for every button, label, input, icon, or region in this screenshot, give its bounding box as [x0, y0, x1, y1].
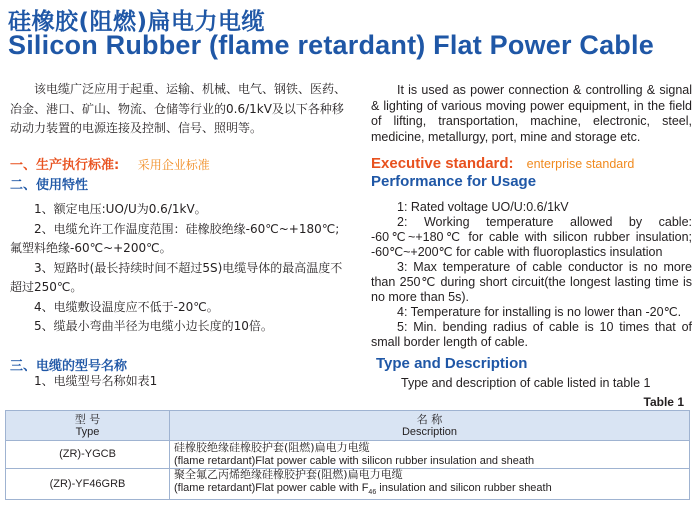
- table-cell-description: [170, 441, 690, 469]
- type-heading-cn: 三、电缆的型号名称: [10, 359, 128, 374]
- table-label: Table 1: [643, 395, 684, 409]
- table-header-description: [170, 411, 690, 441]
- performance-item-en: 5: Min. bending radius of cable is 10 times that of small border length of cable.: [371, 320, 692, 349]
- table-header-row: [6, 411, 690, 441]
- executive-heading-cn: [10, 154, 210, 173]
- performance-item-en: 1: Rated voltage UO/U:0.6/1kV: [397, 200, 569, 214]
- performance-item-cn: 3、短路时(最长持续时间不超过5S)电缆导体的最高温度不: [34, 260, 343, 275]
- table-row: [6, 441, 690, 469]
- performance-item-cn: 1、额定电压:UO/U为0.6/1kV。: [34, 202, 207, 216]
- table-cell-desc-cn: 聚全氟乙丙烯绝缘硅橡胶护套(阻燃)扁电力电缆: [174, 468, 403, 481]
- performance-item-en: 4: Temperature for installing is no lower than -20℃.: [397, 305, 682, 319]
- executive-heading-en: Executive standard:: [371, 155, 514, 172]
- table-cell-desc-en: [174, 482, 685, 500]
- executive-value-en: enterprise standard: [526, 157, 635, 171]
- type-sub-en: Type and description of cable listed in table 1: [401, 376, 651, 390]
- desc-en-pre: (flame retardant)Flat power cable with F: [174, 481, 369, 494]
- intro-cn-line: 动动力装置的电源连接及控制、信号、照明等。: [10, 121, 263, 135]
- performance-list-en: [371, 200, 692, 350]
- executive-heading-cn-text: 一、生产执行标准:: [10, 158, 120, 173]
- intro-cn-line: 该电缆广泛应用于起重、运输、机械、电气、钢铁、医药、: [34, 82, 347, 96]
- table-row: [6, 469, 690, 500]
- table-cell-desc-en: (flame retardant)Flat power cable with silicon rubber insulation and sheath: [174, 454, 535, 467]
- type-sub-cn: 1、电缆型号名称如表1: [34, 374, 158, 388]
- table-cell-type: (ZR)-YGCB: [6, 441, 170, 469]
- table-cell-desc-cn: 硅橡胶绝缘硅橡胶护套(阻燃)扁电力电缆: [174, 441, 370, 454]
- performance-item-en: 2: Working temperature allowed by cable: -60℃~+180℃ for cable with silicon rubber insulation; -60℃~+200℃ for cable with fluoroplastics insulation: [371, 215, 692, 259]
- desc-en-subscript: 46: [368, 488, 377, 496]
- table-header-type-en: Type: [75, 425, 100, 438]
- intro-cn-line: 冶金、港口、矿山、物流、仓储等行业的0.6/1kV及以下各种移: [10, 101, 344, 116]
- performance-heading-cn: 二、使用特性: [10, 178, 89, 193]
- table-header-type-cn: 型 号: [74, 412, 101, 426]
- table-cell-description: [170, 469, 690, 500]
- page-title-cn: 硅橡胶(阻燃)扁电力电缆: [8, 9, 266, 35]
- executive-value-cn: 采用企业标准: [137, 158, 210, 172]
- table-header-desc-en: Description: [401, 425, 458, 438]
- table-cell-type: (ZR)-YF46GRB: [6, 469, 170, 500]
- table-header-type: [6, 411, 170, 441]
- page-title-en: Silicon Rubber (flame retardant) Flat Power Cable: [8, 30, 654, 60]
- performance-item-cn: 氟塑料绝缘-60℃~+200℃。: [10, 241, 172, 255]
- type-heading-en: Type and Description: [376, 355, 528, 372]
- performance-heading-en: Performance for Usage: [371, 173, 537, 190]
- intro-en: It is used as power connection & controlling & signal & lighting of various moving power equipment, in the field of lifting, transportation, machine, electronic, steel, medicine, metallurgy, port, mine and storage etc.: [371, 83, 692, 144]
- table-header-desc-cn: 名 称: [416, 412, 443, 426]
- executive-heading-en-row: [371, 153, 634, 172]
- performance-item-en: 3: Max temperature of cable conductor is no more than 250℃ during short circuit(the longest lasting time is no more than 5s).: [371, 260, 692, 304]
- performance-item-cn: 5、缆最小弯曲半径为电缆小边长度的10倍。: [34, 319, 273, 333]
- performance-item-cn: 4、电缆敷设温度应不低于-20℃。: [34, 299, 219, 314]
- intro-cn: [10, 80, 355, 139]
- cable-type-table: [5, 410, 690, 500]
- performance-item-cn: 2、电缆允许工作温度范围：硅橡胶绝缘-60℃~+180℃;: [34, 221, 340, 236]
- desc-en-post: insulation and silicon rubber sheath: [376, 481, 552, 494]
- performance-item-cn: 超过250℃。: [10, 280, 83, 294]
- performance-list-cn: [10, 200, 355, 337]
